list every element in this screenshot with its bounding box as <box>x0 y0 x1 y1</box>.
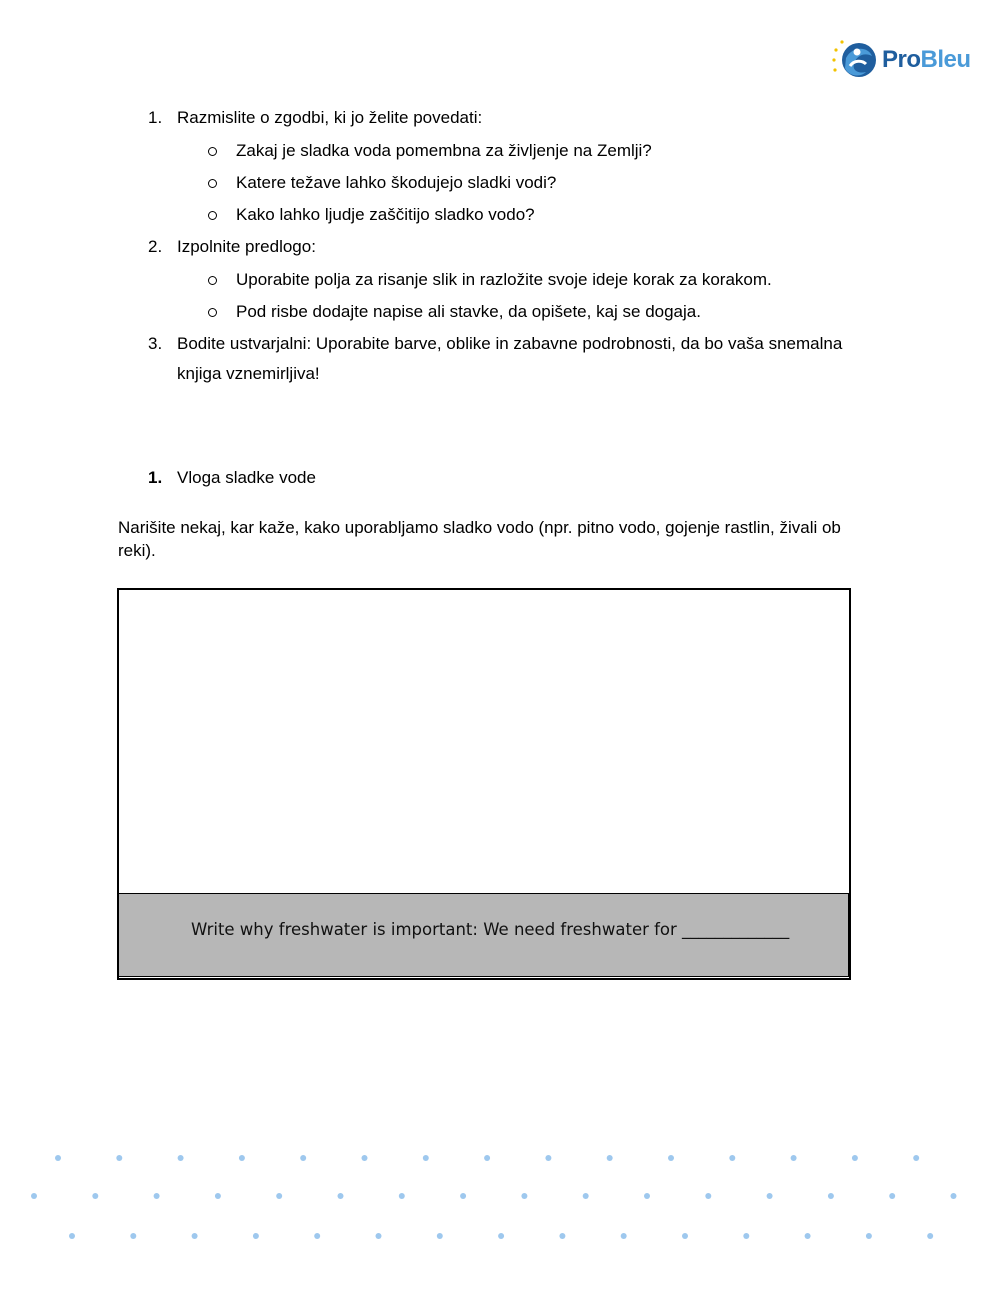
decorative-dot <box>399 1193 405 1199</box>
decorative-dot <box>437 1233 443 1239</box>
decorative-dot <box>791 1155 797 1161</box>
sub-item-text: Katere težave lahko škodujejo sladki vodi? <box>236 173 557 192</box>
decorative-dot <box>644 1193 650 1199</box>
decorative-dot <box>178 1155 184 1161</box>
decorative-dot <box>92 1193 98 1199</box>
sub-item-text: Kako lahko ljudje zaščitijo sladko vodo? <box>236 205 535 224</box>
instruction-text: Izpolnite predlogo: <box>177 237 316 256</box>
hollow-bullet-icon <box>208 308 217 317</box>
decorative-dot <box>828 1193 834 1199</box>
decorative-dot <box>889 1193 895 1199</box>
decorative-dot <box>951 1193 957 1199</box>
decorative-dot <box>31 1193 37 1199</box>
decorative-dot <box>55 1155 61 1161</box>
decorative-dot <box>927 1233 933 1239</box>
section-number: 1. <box>148 468 163 487</box>
list-number: 2. <box>148 237 163 256</box>
decorative-dot <box>743 1233 749 1239</box>
decorative-dot <box>852 1155 858 1161</box>
decorative-dot <box>423 1155 429 1161</box>
hollow-bullet-icon <box>208 147 217 156</box>
decorative-dot <box>705 1193 711 1199</box>
decorative-dot <box>498 1233 504 1239</box>
decorative-dot <box>130 1233 136 1239</box>
decorative-dot <box>668 1155 674 1161</box>
decorative-dot <box>583 1193 589 1199</box>
list-number: 3. <box>148 334 163 353</box>
decorative-dot <box>484 1155 490 1161</box>
decorative-dot <box>314 1233 320 1239</box>
decorative-dot <box>805 1233 811 1239</box>
hollow-bullet-icon <box>208 276 217 285</box>
decorative-dot <box>521 1193 527 1199</box>
probleu-logo-icon <box>832 38 878 84</box>
list-number: 1. <box>148 108 163 127</box>
section-title: Vloga sladke vode <box>177 468 316 487</box>
decorative-dot <box>545 1155 551 1161</box>
decorative-dot <box>621 1233 627 1239</box>
decorative-dot <box>253 1233 259 1239</box>
decorative-dot <box>729 1155 735 1161</box>
caption-prompt: Write why freshwater is important: We need freshwater for _____________ <box>191 920 790 939</box>
decorative-dot <box>913 1155 919 1161</box>
decorative-dot <box>376 1233 382 1239</box>
section-instruction: Narišite nekaj, kar kaže, kako uporabljamo sladko vodo (npr. pitno vodo, gojenje rastlin, živali ob reki). <box>118 518 841 560</box>
decorative-dot <box>276 1193 282 1199</box>
instruction-text: Razmislite o zgodbi, ki jo želite povedati: <box>177 108 483 127</box>
decorative-dot <box>767 1193 773 1199</box>
decorative-dot <box>682 1233 688 1239</box>
sub-item-text: Zakaj je sladka voda pomembna za življenje na Zemlji? <box>236 141 652 160</box>
decorative-dots <box>0 1130 1000 1260</box>
hollow-bullet-icon <box>208 179 217 188</box>
decorative-dot <box>607 1155 613 1161</box>
decorative-dot <box>192 1233 198 1239</box>
hollow-bullet-icon <box>208 211 217 220</box>
decorative-dot <box>362 1155 368 1161</box>
decorative-dot <box>69 1233 75 1239</box>
decorative-dot <box>866 1233 872 1239</box>
instruction-text: Bodite ustvarjalni: Uporabite barve, oblike in zabavne podrobnosti, da bo vaša snemalna knjiga vznemirljiva! <box>177 334 843 383</box>
decorative-dot <box>215 1193 221 1199</box>
decorative-dot <box>338 1193 344 1199</box>
sub-item-text: Uporabite polja za risanje slik in razložite svoje ideje korak za korakom. <box>236 270 772 289</box>
logo-text-bleu: Bleu <box>920 46 971 73</box>
decorative-dot <box>116 1155 122 1161</box>
decorative-dot <box>559 1233 565 1239</box>
decorative-dot <box>300 1155 306 1161</box>
sub-item-text: Pod risbe dodajte napise ali stavke, da opišete, kaj se dogaja. <box>236 302 701 321</box>
logo-text-pro: Pro <box>882 46 921 73</box>
probleu-logo <box>832 38 982 84</box>
caption-box[interactable] <box>118 893 849 977</box>
decorative-dot <box>239 1155 245 1161</box>
decorative-dot <box>154 1193 160 1199</box>
decorative-dot <box>460 1193 466 1199</box>
